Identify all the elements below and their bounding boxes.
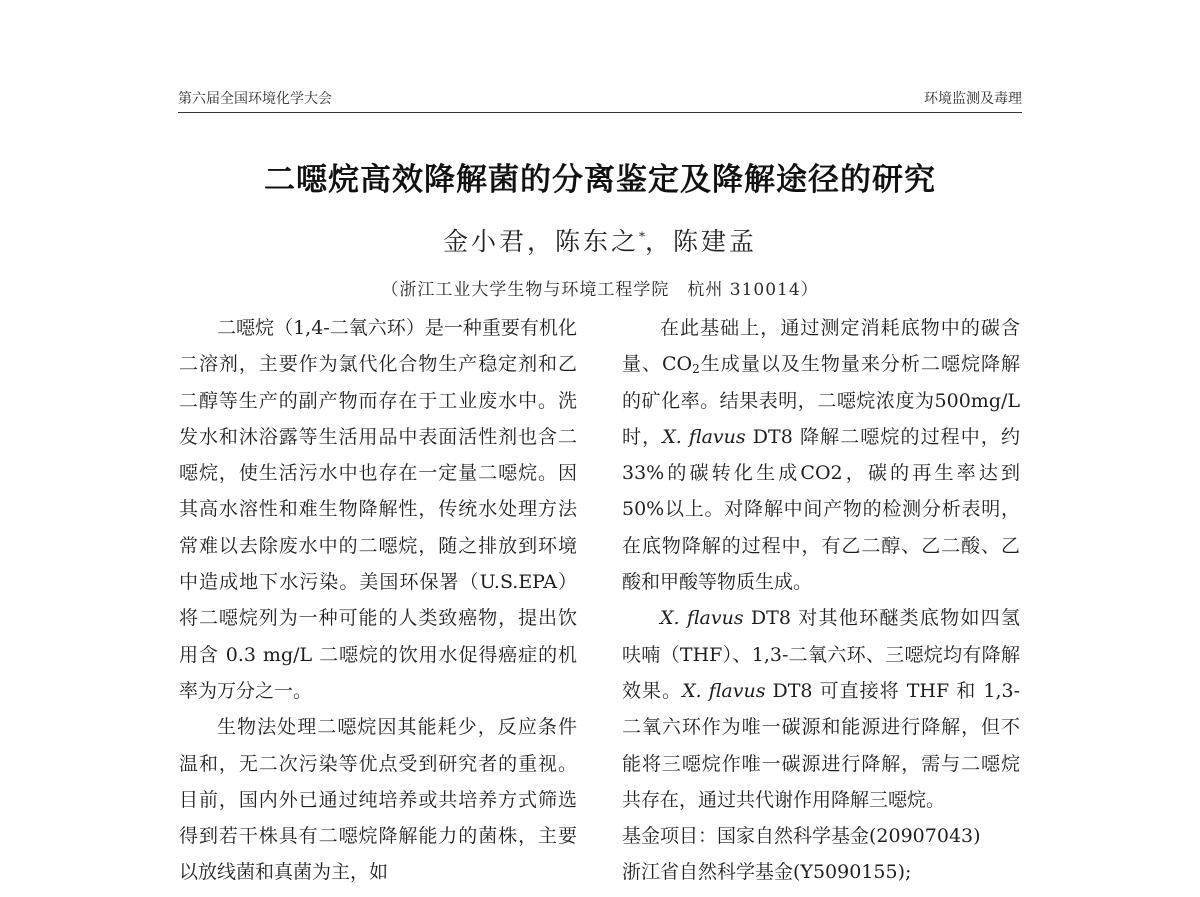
running-header-right: 环境监测及毒理 [924, 91, 1022, 107]
corresponding-mark: * [639, 229, 645, 244]
right-p2-text-a: DT8 对其他环醚类底物如四氢呋喃（THF）、1,3-二氧六环、三噁烷均有降解效果。 [622, 607, 1021, 702]
species-name: X. flavus [682, 679, 766, 702]
right-paragraph-1 [622, 310, 1020, 600]
co2-subscript: 2 [692, 362, 700, 377]
affiliation: （浙江工业大学生物与环境工程学院 杭州 310014） [381, 280, 819, 300]
right-p1-text-c: DT8 降解二噁烷的过程中，约 33%的碳转化生成CO2，碳的再生率达到 50%以上。对降解中间产物的检测分析表明，在底物降解的过程中，有乙二醇、乙二酸、乙酸和甲酸等物质生成。 [622, 425, 1020, 594]
species-name: X. flavus [660, 607, 744, 630]
right-column [622, 310, 1020, 891]
left-paragraph-2: 生物法处理二噁烷因其能耗少，反应条件温和，无二次污染等优点受到研究者的重视。目前，国内外已通过纯培养或共培养方式筛选得到若干株具有二噁烷降解能力的菌株，主要以放线菌和真菌为主，如 [179, 716, 577, 884]
running-header-left: 第六届全国环境化学大会 [178, 91, 332, 107]
author-line [178, 222, 1022, 258]
right-p1-text-b: 生成量以及生物量来分析二噁烷降解的矿化率。结果表明，二噁烷浓度为500mg/L时， [622, 353, 1020, 448]
author-separator: ， [645, 227, 674, 256]
species-name: X. flavus [662, 425, 746, 448]
left-column [179, 310, 577, 891]
header-rule [178, 112, 1022, 113]
left-paragraph-1: 二噁烷（1,4-二氧六环）是一种重要有机化二溶剂，主要作为氯代化合物生产稳定剂和乙二醇等生产的副产物而存在于工业废水中。洗发水和沐浴露等生活用品中表面活性剂也含二噁烷，使生活污水中也存在一定量二噁烷。因其高水溶性和难生物降解性，传统水处理方法常难以去除废水中的二噁烷，随之排放到环境中造成地下水污染。美国环保署（U.S.EPA）将二噁烷列为一种可能的人类致癌物，提出饮用含 0.3 mg/L 二噁烷的饮用水促得癌症的机率为万分之一。 [179, 317, 577, 702]
right-paragraph-2 [622, 600, 1020, 818]
funding-line-2: 浙江省自然科学基金(Y5090155); [622, 861, 912, 884]
paper-title: 二噁烷高效降解菌的分离鉴定及降解途径的研究 [264, 162, 936, 198]
author-1: 金小君， [442, 227, 555, 256]
right-p2-text-b: DT8 可直接将 THF 和 1,3-二氧六环作为唯一碳源和能源进行降解，但不能将三噁烷作唯一碳源进行降解，需与二噁烷共存在，通过共代谢作用降解三噁烷。 [622, 679, 1020, 811]
running-header [178, 86, 1022, 110]
author-3: 陈建孟 [673, 227, 758, 256]
funding-line-1: 基金项目：国家自然科学基金(20907043) [622, 825, 981, 848]
right-p1-text-a: 在此基础上，通过测定消耗底物中的碳含量、CO [622, 317, 1020, 376]
author-2: 陈东之 [554, 227, 639, 256]
